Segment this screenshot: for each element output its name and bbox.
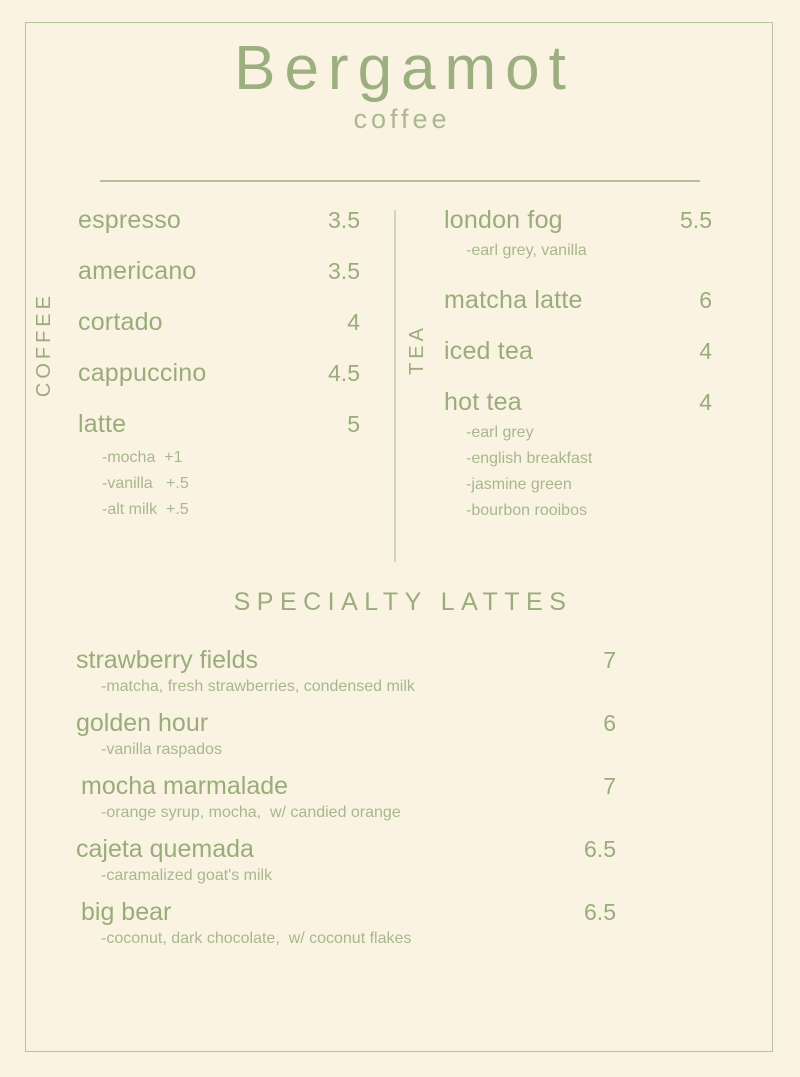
coffee-section-label: COFFEE	[33, 292, 55, 398]
menu-item	[76, 898, 616, 948]
menu-item	[444, 206, 736, 264]
item-price: 5.5	[680, 207, 712, 233]
drink-columns	[0, 206, 800, 566]
item-name: cajeta quemada	[76, 835, 254, 863]
menu-item	[78, 359, 360, 388]
item-name: matcha latte	[444, 285, 583, 314]
item-name: big bear	[81, 898, 172, 926]
tea-section-label: TEA	[406, 324, 428, 375]
menu-item	[76, 646, 616, 696]
item-option: -earl grey	[466, 423, 534, 441]
item-description: -caramalized goat's milk	[101, 867, 273, 884]
specialty-item-list	[76, 646, 616, 948]
brand-subtitle: coffee	[353, 104, 451, 134]
menu-header	[0, 34, 800, 134]
item-name: latte	[78, 410, 127, 438]
item-options-list	[466, 420, 736, 524]
item-option: -earl grey, vanilla	[466, 242, 587, 259]
menu-item	[76, 772, 616, 822]
specialty-section-title: SPECIALTY LATTES	[233, 588, 573, 616]
item-price: 6	[699, 286, 712, 313]
menu-item	[78, 257, 360, 286]
item-price: 4.5	[328, 360, 360, 386]
item-option: -mocha +1	[102, 449, 183, 466]
menu-item	[78, 206, 360, 235]
item-option: -vanilla +.5	[102, 474, 189, 492]
item-name: hot tea	[444, 387, 522, 416]
item-price: 7	[603, 647, 616, 673]
brand-title: Bergamot	[234, 34, 575, 103]
tea-item-list	[444, 206, 736, 524]
item-options-list	[466, 238, 736, 264]
item-option: -jasmine green	[466, 475, 572, 493]
item-option: -bourbon rooibos	[466, 501, 587, 519]
item-name: espresso	[78, 206, 182, 234]
item-price: 7	[603, 773, 616, 799]
menu-item	[444, 286, 736, 315]
item-name: mocha marmalade	[81, 772, 289, 800]
menu-item	[444, 388, 736, 524]
item-option: -english breakfast	[466, 449, 593, 467]
item-description: -matcha, fresh strawberries, condensed milk	[101, 678, 415, 695]
item-price: 6	[603, 710, 616, 736]
item-price: 6.5	[584, 836, 616, 862]
item-name: strawberry fields	[76, 646, 258, 674]
coffee-item-list	[78, 206, 360, 523]
menu-item	[78, 308, 360, 337]
item-description: -coconut, dark chocolate, w/ coconut flakes	[101, 930, 412, 947]
item-price: 6.5	[584, 899, 616, 925]
item-price: 3.5	[328, 207, 360, 233]
menu-item	[76, 835, 616, 885]
item-option: -alt milk +.5	[102, 500, 189, 518]
item-price: 4	[699, 388, 712, 415]
item-name: iced tea	[444, 336, 534, 365]
column-divider	[394, 210, 396, 562]
item-name: cappuccino	[78, 359, 207, 387]
item-price: 5	[347, 411, 360, 437]
item-price: 4	[699, 337, 712, 364]
menu-item	[444, 337, 736, 366]
item-name: cortado	[78, 308, 163, 336]
item-name: golden hour	[76, 709, 209, 737]
item-options-list	[102, 445, 360, 523]
item-name: americano	[78, 257, 197, 285]
item-description: -orange syrup, mocha, w/ candied orange	[101, 804, 401, 821]
header-divider-rule	[100, 180, 700, 182]
item-description: -vanilla raspados	[101, 741, 222, 758]
item-price: 3.5	[328, 258, 360, 284]
item-price: 4	[347, 309, 360, 335]
specialty-lattes-section	[0, 588, 800, 947]
item-name: london fog	[444, 206, 563, 234]
menu-item	[76, 709, 616, 759]
menu-item	[78, 410, 360, 523]
